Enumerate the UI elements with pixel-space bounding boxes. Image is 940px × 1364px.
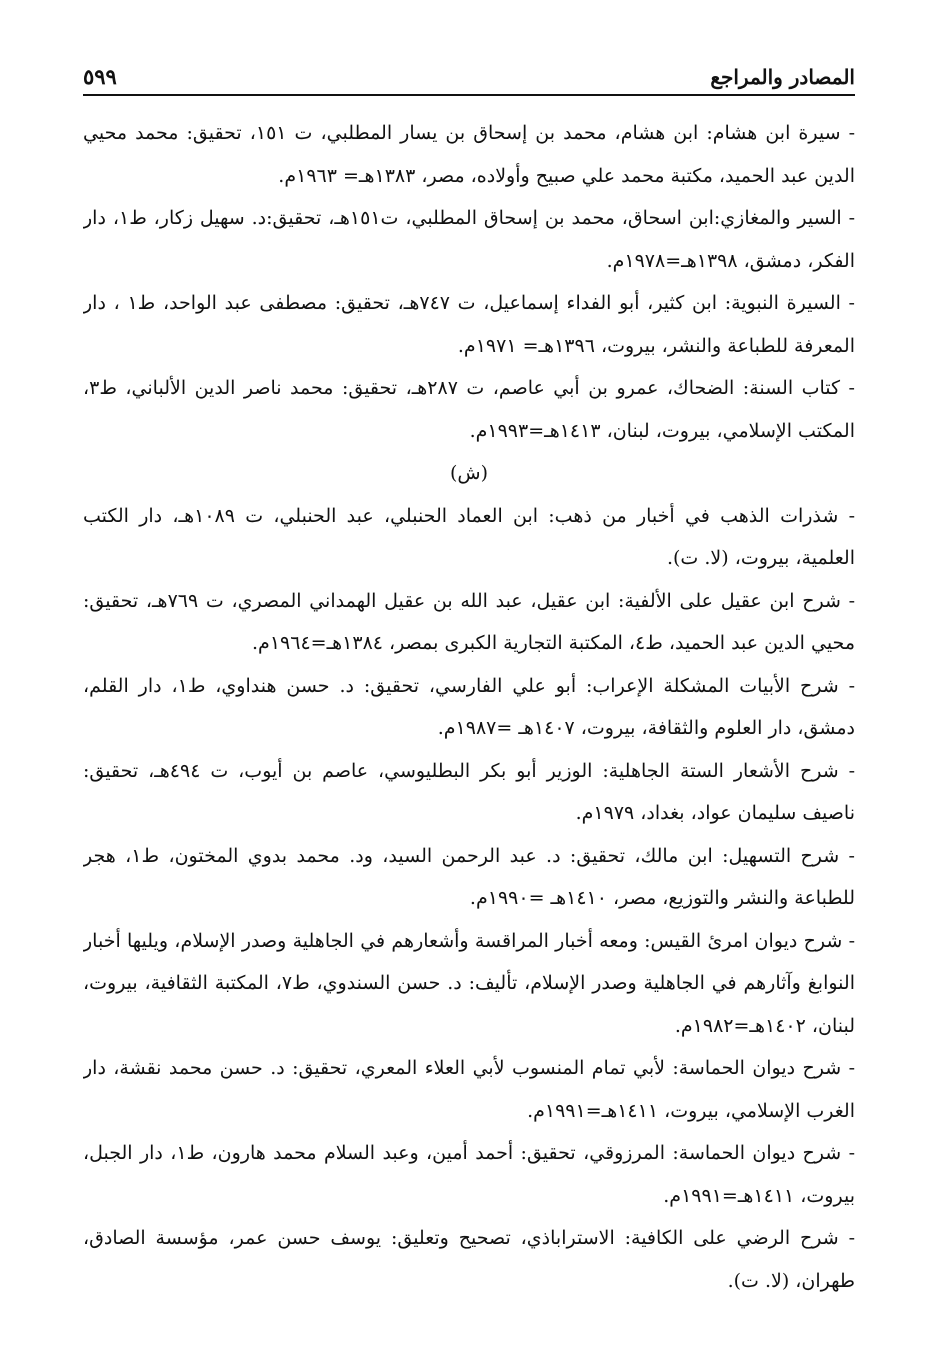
bibliography-entry: - شرح ديوان امرئ القيس: ومعه أخبار المراقسة وأشعارهم في الجاهلية وصدر الإسلام، ويليها أخبار النوابغ وآثارهم في الجاهلية وصدر الإسلام، تأليف: د. حسن السندوي، ط٧، المكتبة الثقافية، بيروت، لبنان، ١٤٠٢هـ=١٩٨٢م. (83, 929, 855, 1037)
bibliography-entry: - شرح الرضي على الكافية: الاستراباذي، تصحيح وتعليق: يوسف حسن عمر، مؤسسة الصادق، طهران، (لا. ت). (83, 1227, 855, 1292)
header-rule (83, 94, 855, 96)
bibliography-entry: - شرح الأشعار الستة الجاهلية: الوزير أبو بكر البطليوسي، عاصم بن أيوب، ت ٤٩٤هـ، تحقيق: ناصيف سليمان عواد، بغداد، ١٩٧٩م. (83, 759, 855, 824)
bibliography-entry: - سيرة ابن هشام: ابن هشام، محمد بن إسحاق بن يسار المطلبي، ت ١٥١، تحقيق: محمد محيي الدين عبد الحميد، مكتبة محمد علي صبيح وأولاده، مصر، ١٣٨٣هـ= ١٩٦٣م. (83, 122, 855, 187)
section-title: المصادر والمراجع (710, 65, 855, 89)
page-number: ٥٩٩ (83, 64, 117, 89)
bibliography-entry: - السيرة النبوية: ابن كثير، أبو الفداء إسماعيل، ت ٧٤٧هـ، تحقيق: مصطفى عبد الواحد، ط١ ، دار المعرفة للطباعة والنشر، بيروت، ١٣٩٦هـ= ١٩٧١م. (83, 292, 855, 357)
bibliography-entry: - شرح ديوان الحماسة: لأبي تمام المنسوب لأبي العلاء المعري، تحقيق: د. حسن محمد نقشة، دار الغرب الإسلامي، بيروت، ١٤١١هـ=١٩٩١م. (83, 1057, 855, 1122)
bibliography-entry: - شرح ديوان الحماسة: المرزوقي، تحقيق: أحمد أمين، وعبد السلام محمد هارون، ط١، دار الجبل، بيروت، ١٤١١هـ=١٩٩١م. (83, 1142, 855, 1207)
running-header (83, 58, 855, 92)
letter-section-heading: (ش) (449, 462, 489, 484)
bibliography-entry: - شرح التسهيل: ابن مالك، تحقيق: د. عبد الرحمن السيد، ود. محمد بدوي المختون، ط١، هجر للطباعة والنشر والتوزيع، مصر، ١٤١٠هـ =١٩٩٠م. (83, 844, 855, 909)
bibliography-entry: - شذرات الذهب في أخبار من ذهب: ابن العماد الحنبلي، عبد الحنبلي، ت ١٠٨٩هـ، دار الكتب العلمية، بيروت، (لا. ت). (83, 504, 855, 569)
bibliography-entry: - شرح ابن عقيل على الألفية: ابن عقيل، عبد الله بن عقيل الهمداني المصري، ت ٧٦٩هـ، تحقيق: محيي الدين عبد الحميد، ط٤، المكتبة التجارية الكبرى بمصر، ١٣٨٤هـ=١٩٦٤م. (83, 589, 855, 654)
bibliography-entry: - كتاب السنة: الضحاك، عمرو بن أبي عاصم، ت ٢٨٧هـ، تحقيق: محمد ناصر الدين الألباني، ط٣، المكتب الإسلامي، بيروت، لبنان، ١٤١٣هـ=١٩٩٣م. (83, 377, 855, 442)
bibliography-entry: - السير والمغازي:ابن اسحاق، محمد بن إسحاق المطلبي، ت١٥١هـ، تحقيق:د. سهيل زكار، ط١، دار الفكر، دمشق، ١٣٩٨هـ=١٩٧٨م. (83, 207, 855, 272)
bibliography-list (83, 112, 855, 1312)
bibliography-entry: - شرح الأبيات المشكلة الإعراب: أبو علي الفارسي، تحقيق: د. حسن هنداوي، ط١، دار القلم، دمشق، دار العلوم والثقافة، بيروت، ١٤٠٧هـ =١٩٨٧م. (83, 674, 855, 739)
